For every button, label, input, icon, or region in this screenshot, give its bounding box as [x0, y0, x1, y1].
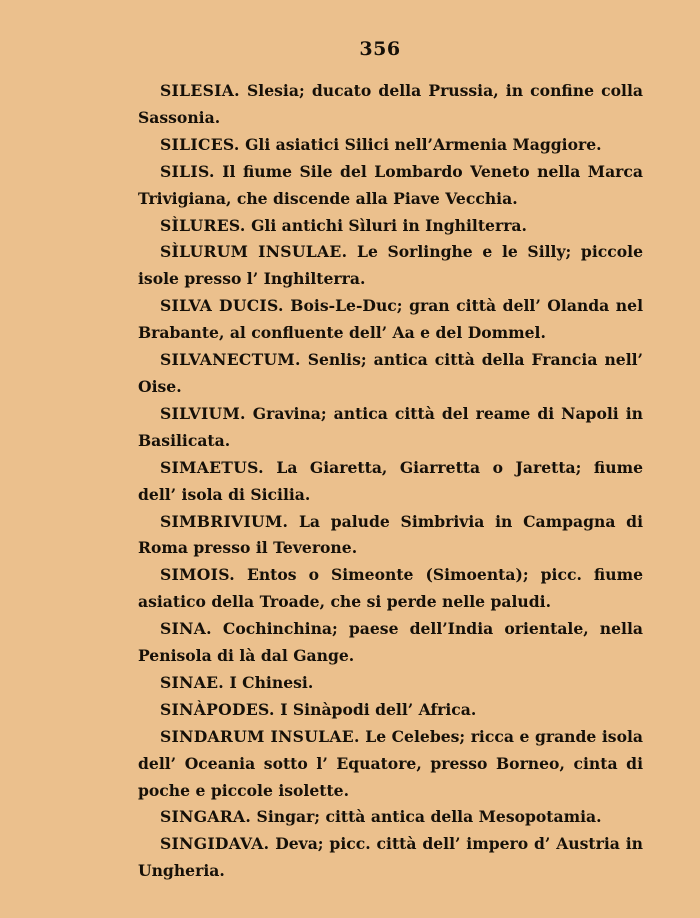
entry-text: Senlis; antica città della Francia nell’ Oise. — [138, 350, 643, 396]
entry-headword: SILVANECTUM. — [160, 350, 301, 370]
entry-text: Il fiume Sile del Lombardo Veneto nella Marca Trivigiana, che discende alla Piave Vecchia. — [138, 161, 643, 208]
entry-headword: SIMBRIVIUM. — [160, 511, 289, 531]
entry-headword: SINA. — [160, 619, 212, 639]
entry-headword: SINÀPODES. — [160, 699, 275, 719]
entry-headword: SILESIA. — [160, 81, 240, 100]
entry-text: I Sinàpodi dell’ Africa. — [274, 699, 477, 719]
entry — [138, 697, 643, 724]
entry — [138, 616, 643, 670]
entry-text: Deva; picc. città dell’ impero d’ Austria in Ungheria. — [138, 834, 643, 881]
page-number: 356 — [359, 38, 401, 60]
entry-headword: SILVIUM. — [160, 403, 246, 423]
entry — [138, 293, 643, 347]
entry — [138, 455, 643, 509]
entry-headword: SIMOIS. — [160, 565, 235, 585]
entry — [138, 213, 643, 240]
entry-headword: SIMAETUS. — [160, 457, 264, 477]
entry-text: Bois-Le-Duc; gran città dell’ Olanda nel Brabante, al confluente dell’ Aa e del Dommel. — [138, 296, 643, 343]
entry-text: Singar; città antica della Mesopotamia. — [251, 807, 602, 827]
entry-headword: SINAE. — [160, 672, 225, 692]
entry-headword: SINDARUM INSULAE. — [160, 726, 360, 746]
entry-text: La palude Simbrivia in Campagna di Roma presso il Teverone. — [138, 511, 643, 558]
entry-headword: SILVA DUCIS. — [160, 296, 284, 316]
entry-headword: SÌLURES. — [160, 215, 246, 235]
entry-text: I Chinesi. — [224, 672, 314, 692]
entry-text: Cochinchina; paese dell’India orientale, nella Penisola di là dal Gange. — [138, 619, 643, 666]
entry — [138, 347, 643, 401]
entry-text: La Giaretta, Giarretta o Jaretta; fiume dell’ isola di Sicilia. — [138, 457, 643, 504]
entry-headword: SINGARA. — [160, 807, 252, 827]
entry-headword: SÌLURUM INSULAE. — [160, 242, 348, 262]
entry — [138, 831, 643, 885]
entry-headword: SILICES. — [160, 134, 240, 154]
entry — [138, 562, 643, 616]
entry-headword: SILIS. — [160, 161, 215, 181]
entry-text: Entos o Simeonte (Simoenta); picc. fiume asiatico della Troade, che si perde nelle paludi. — [138, 565, 643, 612]
entry — [138, 804, 643, 831]
entry — [138, 78, 643, 132]
entry-text: Le Sorlinghe e le Silly; piccole isole presso l’ Inghilterra. — [138, 242, 643, 289]
entry-text: Slesia; ducato della Prussia, in confine colla Sassonia. — [138, 81, 643, 127]
entry-text: Gravina; antica città del reame di Napoli in Basilicata. — [138, 403, 643, 450]
entry-text: Le Celebes; ricca e grande isola dell’ Oceania sotto l’ Equatore, presso Borneo, cinta di poche e piccole isolette. — [138, 726, 643, 800]
entry-text: Gli antichi Sìluri in Inghilterra. — [245, 215, 527, 235]
entry — [138, 132, 643, 159]
entry — [138, 239, 643, 293]
entry — [138, 724, 643, 805]
entry-text: Gli asiatici Silici nell’Armenia Maggiore. — [239, 134, 602, 154]
entry — [138, 401, 643, 455]
dictionary-entries — [138, 78, 643, 885]
entry — [138, 670, 643, 697]
entry-headword: SINGIDAVA. — [160, 834, 270, 854]
entry — [138, 509, 643, 563]
entry — [138, 159, 643, 213]
